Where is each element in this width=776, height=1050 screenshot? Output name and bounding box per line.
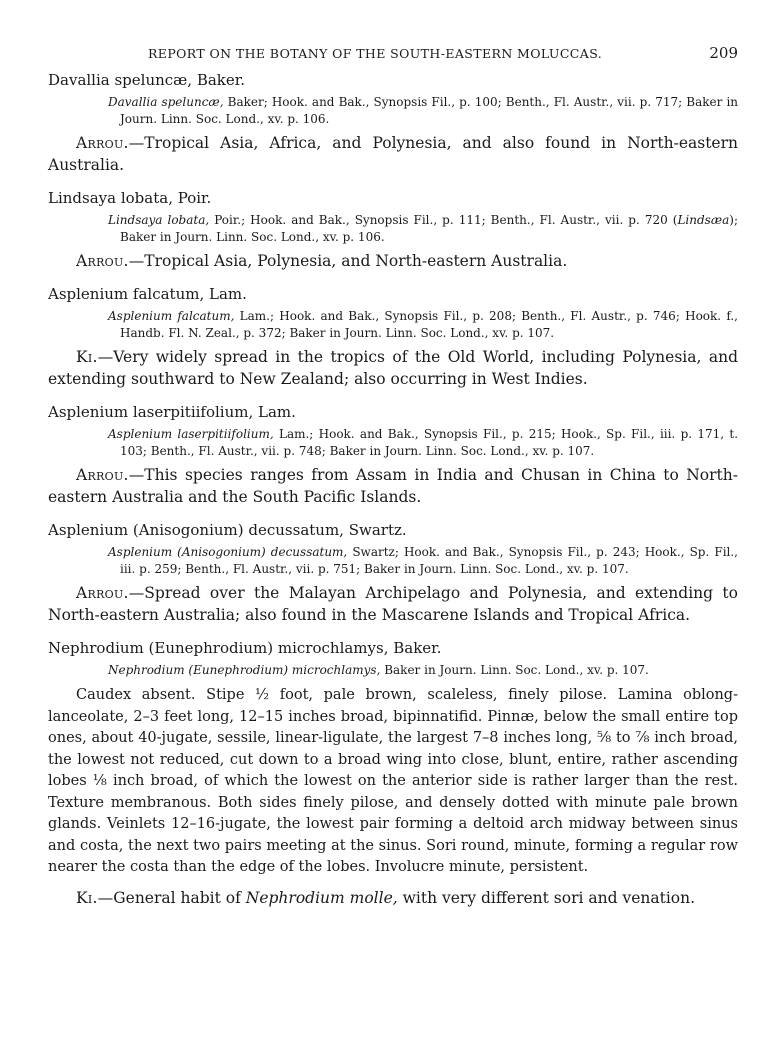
citation [48,426,738,460]
running-title: REPORT ON THE BOTANY OF THE SOUTH-EASTERN MOLUCCAS. [148,46,603,61]
species-name: Davallia speluncæ, Baker. [48,71,246,89]
citation-text: Swartz; Hook. and Bak., Synopsis Fil., p. 243; Hook., Sp. Fil., iii. p. 259; Benth., Fl. Austr., vii. p. 751; Baker in Journ. Linn. Soc. Lond., xv. p. 107. [120,545,738,576]
citation [48,94,738,128]
distribution-text: —Tropical Asia, Polynesia, and North-eastern Australia. [128,252,568,270]
citation-italic: Asplenium laserpitiifolium, [108,427,274,441]
distribution [48,132,738,176]
distribution [48,582,738,626]
citation-text: Lam.; Hook. and Bak., Synopsis Fil., p. 208; Benth., Fl. Austr., p. 746; Hook. f., Handb. Fl. N. Zeal., p. 372; Baker in Journ. Linn. Soc. Lond., xv. p. 107. [120,309,738,340]
distribution-text: —Very widely spread in the tropics of the Old World, including Polynesia, and extending southward to New Zealand; also occurring in West Indies. [48,348,738,388]
locality: Ki. [76,348,98,366]
species-name: Asplenium (Anisogonium) decussatum, Swartz. [48,521,407,539]
species-entry [48,284,738,390]
distribution-text: with very different sori and venation. [397,888,696,907]
citation-italic: Lindsæa [677,213,730,227]
species-name: Nephrodium (Eunephrodium) microchlamys, Baker. [48,639,442,657]
locality: Arrou. [76,252,129,270]
distribution [48,346,738,390]
citation-italic: Nephrodium (Eunephrodium) microchlamys, [108,663,381,677]
distribution-text: —Spread over the Malayan Archipelago and Polynesia, and extending to North-eastern Australia; also found in the Mascarene Islands and Tropical Africa. [48,584,738,624]
distribution-text: —Tropical Asia, Africa, and Polynesia, and also found in North-eastern Australia. [48,134,738,174]
species-name: Lindsaya lobata, Poir. [48,189,212,207]
species-name: Asplenium laserpitiifolium, Lam. [48,403,296,421]
locality: Arrou. [76,134,129,152]
citation-text: Baker; Hook. and Bak., Synopsis Fil., p. 100; Benth., Fl. Austr., vii. p. 717; Baker in Journ. Linn. Soc. Lond., xv. p. 106. [120,95,739,126]
citation [48,662,738,679]
species-entry [48,188,738,272]
distribution [48,250,738,272]
citation [48,212,738,246]
page [48,40,738,921]
citation [48,308,738,342]
species-entry [48,520,738,626]
species-entry [48,402,738,508]
page-number: 209 [709,44,738,62]
page-header [48,40,738,70]
distribution-text: —General habit of [97,888,246,907]
distribution-text: —This species ranges from Assam in India and Chusan in China to North-eastern Australia and the South Pacific Islands. [48,466,738,506]
locality: Arrou. [76,466,129,484]
citation-text: Baker in Journ. Linn. Soc. Lond., xv. p. 107. [380,663,649,677]
distribution-italic: Nephrodium molle, [245,888,398,907]
citation [48,544,738,578]
locality: Arrou. [76,584,129,602]
species-description: Caudex absent. Stipe ½ foot, pale brown, scaleless, finely pilose. Lamina oblong-lanceolate, 2–3 feet long, 12–15 inches broad, bipinnatifid. Pinnæ, below the small entire top ones, about 40-jugate, sessile, linear-ligulate, the largest 7–8 inches long, ⅝ to ⅞ inch broad, the lowest not reduced, cut down to a broad wing into close, blunt, entire, rather ascending lobes ⅛ inch broad, of which the lowest on the anterior side is rather larger than the rest. Texture membranous. Both sides finely pilose, and densely dotted with minute pale brown glands. Veinlets 12–16-jugate, the lowest pair forming a deltoid arch midway between sinus and costa, the next two pairs meeting at the sinus. Sori round, minute, forming a regular row nearer the costa than the edge of the lobes. Involucre minute, persistent. [48,687,738,875]
citation-text: ); Baker in Journ. Linn. Soc. Lond., xv. p. 106. [120,213,738,244]
distribution [48,887,738,909]
species-name: Asplenium falcatum, Lam. [48,285,247,303]
citation-text: Lam.; Hook. and Bak., Synopsis Fil., p. 215; Hook., Sp. Fil., iii. p. 171, t. 103; Benth., Fl. Austr., vii. p. 748; Baker in Journ. Linn. Soc. Lond., xv. p. 107. [120,427,739,458]
citation-italic: Lindsaya lobata, [108,213,210,227]
species-entry [48,638,738,909]
species-entry [48,70,738,176]
citation-italic: Asplenium falcatum, [108,309,235,323]
citation-italic: Davallia speluncæ, [108,95,224,109]
citation-text: Poir.; Hook. and Bak., Synopsis Fil., p. 111; Benth., Fl. Austr., vii. p. 720 ( [209,213,678,227]
distribution [48,464,738,508]
citation-italic: Asplenium (Anisogonium) decussatum, [108,545,348,559]
locality: Ki. [76,888,98,907]
